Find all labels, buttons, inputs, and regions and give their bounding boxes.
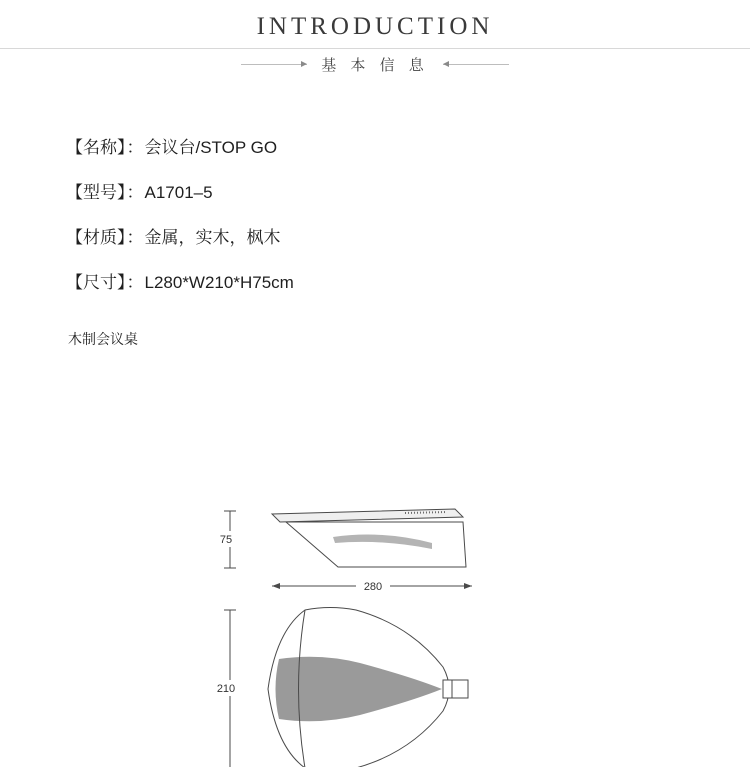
- top-view-connector: [443, 680, 468, 698]
- drawing-svg: [0, 367, 750, 695]
- subtitle-row: [0, 54, 750, 75]
- spec-label-material: 【材质】: [66, 228, 126, 247]
- top-view-group: [268, 608, 468, 767]
- spec-label-size: 【尺寸】: [66, 273, 126, 292]
- side-view-group: [272, 509, 466, 567]
- side-view-base: [286, 522, 466, 567]
- spec-row-model: [66, 182, 750, 203]
- spec-label-name: 【名称】: [66, 138, 126, 157]
- spec-value-size: L280*W210*H75cm: [144, 273, 294, 292]
- spec-value-material: 金属，实木，枫木: [144, 228, 281, 247]
- dimension-depth: [212, 610, 242, 767]
- subtitle-left-arrow-icon: [241, 64, 307, 65]
- width-dim-arrow-right: [464, 583, 472, 589]
- depth-dim-label: 210: [216, 683, 236, 695]
- subtitle-right-arrow-icon: [443, 64, 509, 65]
- dimension-width: [272, 578, 472, 594]
- height-dim-label: 75: [219, 534, 233, 546]
- product-caption: 木制会议桌: [68, 331, 138, 347]
- spec-row-name: [66, 137, 750, 158]
- header-divider: [0, 48, 750, 49]
- spec-sep-material: ：: [126, 228, 144, 247]
- spec-row-size: [66, 272, 750, 293]
- width-dim-arrow-left: [272, 583, 280, 589]
- spec-value-name: 会议台/STOP GO: [144, 138, 278, 157]
- spec-label-model: 【型号】: [66, 183, 126, 202]
- technical-drawing: [0, 367, 750, 695]
- side-view-tabletop: [272, 509, 463, 522]
- spec-row-material: [66, 227, 750, 248]
- dimension-height: [214, 511, 238, 568]
- spec-value-model: A1701–5: [144, 183, 213, 202]
- spec-list: [66, 137, 750, 293]
- width-dim-label: 280: [363, 581, 383, 593]
- page-subtitle: 基 本 信 息: [321, 57, 429, 74]
- spec-sep-size: ：: [126, 273, 144, 292]
- spec-sep-name: ：: [126, 138, 144, 157]
- page-header: [0, 0, 750, 75]
- page-title: INTRODUCTION: [256, 13, 494, 40]
- spec-sep-model: ：: [126, 183, 144, 202]
